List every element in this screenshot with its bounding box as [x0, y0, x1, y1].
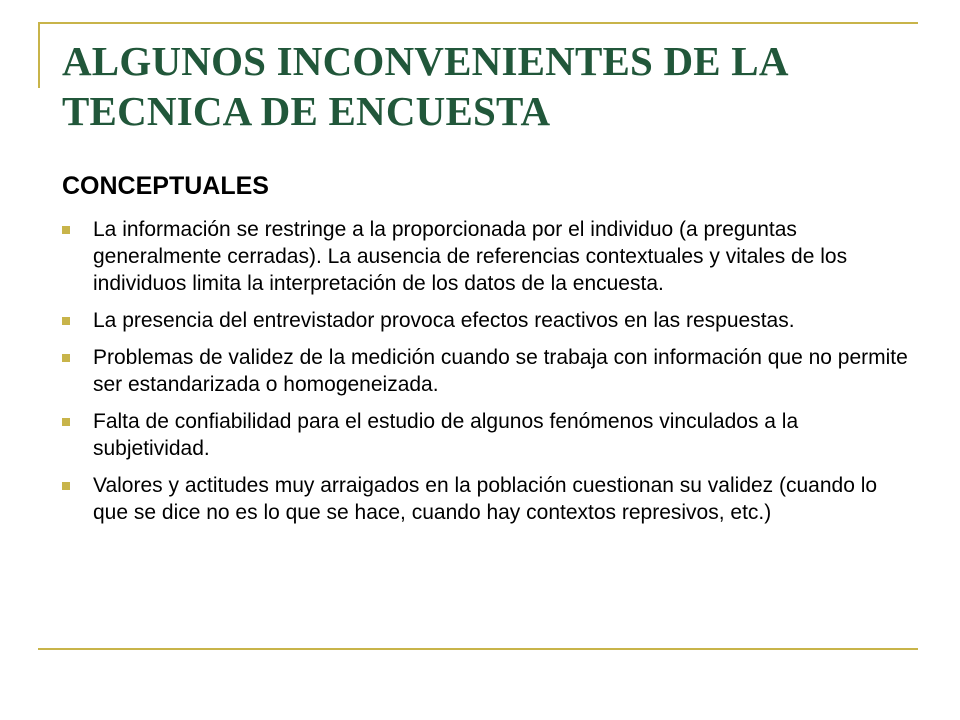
bullet-item — [62, 216, 912, 297]
square-bullet-icon — [62, 418, 70, 426]
slide-title: ALGUNOS INCONVENIENTES DE LA TECNICA DE ENCUESTA — [62, 38, 787, 134]
bullet-item — [62, 344, 912, 398]
bullet-text: La presencia del entrevistador provoca efectos reactivos en las respuestas. — [93, 309, 795, 332]
bullet-text: Problemas de validez de la medición cuando se trabaja con información que no permite ser estandarizada o homogeneizada. — [93, 346, 908, 396]
bullet-item — [62, 408, 912, 462]
square-bullet-icon — [62, 226, 70, 234]
section-heading: CONCEPTUALES — [62, 172, 269, 200]
square-bullet-icon — [62, 482, 70, 490]
left-accent-bar — [38, 22, 40, 88]
bottom-divider — [38, 648, 918, 650]
square-bullet-icon — [62, 317, 70, 325]
bullet-item — [62, 472, 912, 526]
bullet-text: Valores y actitudes muy arraigados en la población cuestionan su validez (cuando lo que se dice no es lo que se hace, cuando hay contextos represivos, etc.) — [93, 474, 878, 524]
bullet-text: La información se restringe a la proporcionada por el individuo (a preguntas generalmente cerradas). La ausencia de referencias contextuales y vitales de los individuos limita la interpretación de los datos de la encuesta. — [93, 218, 848, 295]
bullet-item — [62, 307, 912, 334]
bullet-list — [62, 216, 912, 536]
top-divider — [38, 22, 918, 24]
square-bullet-icon — [62, 354, 70, 362]
bullet-text: Falta de confiabilidad para el estudio de algunos fenómenos vinculados a la subjetividad. — [93, 410, 799, 460]
